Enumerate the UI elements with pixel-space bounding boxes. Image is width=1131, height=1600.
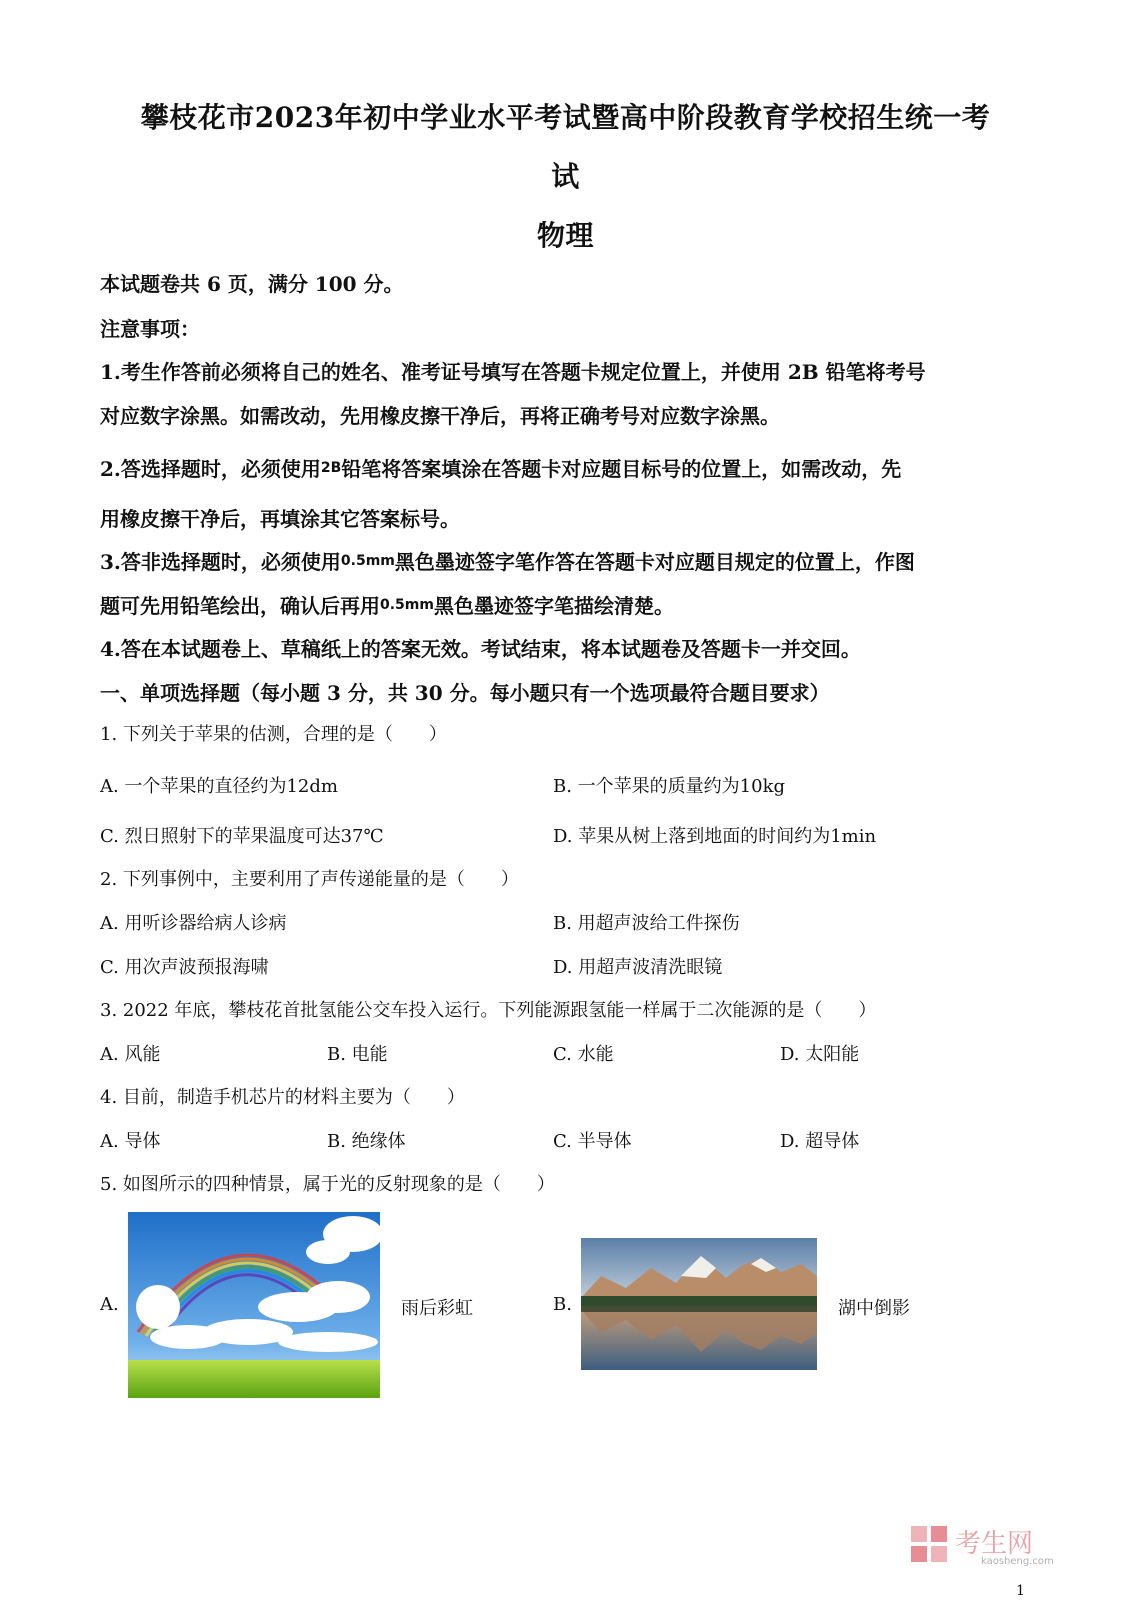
question-2-option-d: D. 用超声波清洗眼镜 bbox=[553, 957, 723, 978]
notice-3-text-a: 3.答非选择题时，必须使用 bbox=[100, 550, 341, 574]
question-2-option-c: C. 用次声波预报海啸 bbox=[100, 957, 269, 978]
question-4-option-c: C. 半导体 bbox=[553, 1131, 632, 1152]
subject-title: 物理 bbox=[536, 219, 594, 252]
notice-2-line1 bbox=[100, 453, 901, 482]
notice-2-text-b: 铅笔将答案填涂在答题卡对应题目标号的位置上，如需改动，先 bbox=[341, 457, 902, 481]
notice-2-unit: 2B bbox=[320, 460, 342, 476]
notice-1-line2: 对应数字涂黑。如需改动，先用橡皮擦干净后，再将正确考号对应数字涂黑。 bbox=[100, 404, 780, 428]
rainbow-photo bbox=[128, 1212, 380, 1398]
lake-reflection-photo bbox=[581, 1238, 817, 1370]
notice-3-text-c: 题可先用铅笔绘出，确认后再用 bbox=[100, 594, 380, 618]
notice-2-line2: 用橡皮擦干净后，再填涂其它答案标号。 bbox=[100, 507, 460, 531]
section-heading: 一、单项选择题（每小题 3 分，共 30 分。每小题只有一个选项最符合题目要求） bbox=[100, 681, 830, 705]
question-5-caption-b: 湖中倒影 bbox=[838, 1298, 910, 1319]
question-5-caption-a: 雨后彩虹 bbox=[401, 1298, 473, 1319]
notice-3-unit: 0.5mm bbox=[340, 553, 395, 569]
exam-title-line1: 攀枝花市2023年初中学业水平考试暨高中阶段教育学校招生统一考 bbox=[140, 101, 991, 134]
question-5-option-a-label: A. bbox=[100, 1294, 119, 1315]
question-1-option-d: D. 苹果从树上落到地面的时间约为1min bbox=[553, 826, 877, 847]
question-1-option-c: C. 烈日照射下的苹果温度可达37℃ bbox=[100, 826, 384, 847]
lake-reflection-illustration bbox=[581, 1238, 817, 1370]
watermark-text: 考生网 bbox=[955, 1529, 1034, 1559]
exam-title-line2: 试 bbox=[551, 160, 580, 193]
question-3-option-c: C. 水能 bbox=[553, 1044, 614, 1065]
question-2-option-a: A. 用听诊器给病人诊病 bbox=[100, 913, 287, 934]
question-3-stem: 3. 2022 年底，攀枝花首批氢能公交车投入运行。下列能源跟氢能一样属于二次能源的是（ ） bbox=[100, 1000, 877, 1021]
question-2-stem: 2. 下列事例中，主要利用了声传递能量的是（ ） bbox=[100, 869, 519, 890]
question-2-option-b: B. 用超声波给工件探伤 bbox=[553, 913, 740, 934]
rainbow-illustration bbox=[128, 1212, 380, 1398]
notice-4: 4.答在本试题卷上、草稿纸上的答案无效。考试结束，将本试题卷及答题卡一并交回。 bbox=[100, 637, 861, 661]
question-4-option-d: D. 超导体 bbox=[780, 1131, 860, 1152]
kaosheng-watermark bbox=[909, 1524, 1079, 1566]
question-3-option-a: A. 风能 bbox=[100, 1044, 161, 1065]
exam-summary: 本试题卷共 6 页，满分 100 分。 bbox=[100, 272, 404, 296]
question-3-option-d: D. 太阳能 bbox=[780, 1044, 860, 1065]
notice-3-text-d: 黑色墨迹签字笔描绘清楚。 bbox=[433, 594, 674, 618]
kaosheng-logo-icon bbox=[909, 1524, 1079, 1566]
notice-3-line1 bbox=[100, 546, 915, 575]
notice-3-text-b: 黑色墨迹签字笔作答在答题卡对应题目规定的位置上，作图 bbox=[394, 550, 915, 574]
question-4-option-b: B. 绝缘体 bbox=[327, 1131, 406, 1152]
question-1-option-b: B. 一个苹果的质量约为10kg bbox=[553, 776, 786, 797]
notice-3-unit-2: 0.5mm bbox=[380, 597, 434, 613]
watermark-domain: kaosheng.com bbox=[981, 1556, 1054, 1566]
question-4-stem: 4. 目前，制造手机芯片的材料主要为（ ） bbox=[100, 1087, 465, 1108]
question-1-option-a: A. 一个苹果的直径约为12dm bbox=[100, 776, 338, 797]
question-1-stem: 1. 下列关于苹果的估测，合理的是（ ） bbox=[100, 724, 447, 745]
question-5-option-b-label: B. bbox=[553, 1294, 572, 1315]
page-number: 1 bbox=[1016, 1583, 1025, 1599]
notice-2-text-a: 2.答选择题时，必须使用 bbox=[100, 457, 321, 481]
notice-3-line2 bbox=[100, 590, 674, 619]
notice-1-line1: 1.考生作答前必须将自己的姓名、准考证号填写在答题卡规定位置上，并使用 2B 铅笔将考号 bbox=[100, 360, 926, 384]
notice-title: 注意事项： bbox=[100, 317, 200, 341]
question-4-option-a: A. 导体 bbox=[100, 1131, 161, 1152]
question-3-option-b: B. 电能 bbox=[327, 1044, 388, 1065]
question-5-stem: 5. 如图所示的四种情景，属于光的反射现象的是（ ） bbox=[100, 1174, 555, 1195]
